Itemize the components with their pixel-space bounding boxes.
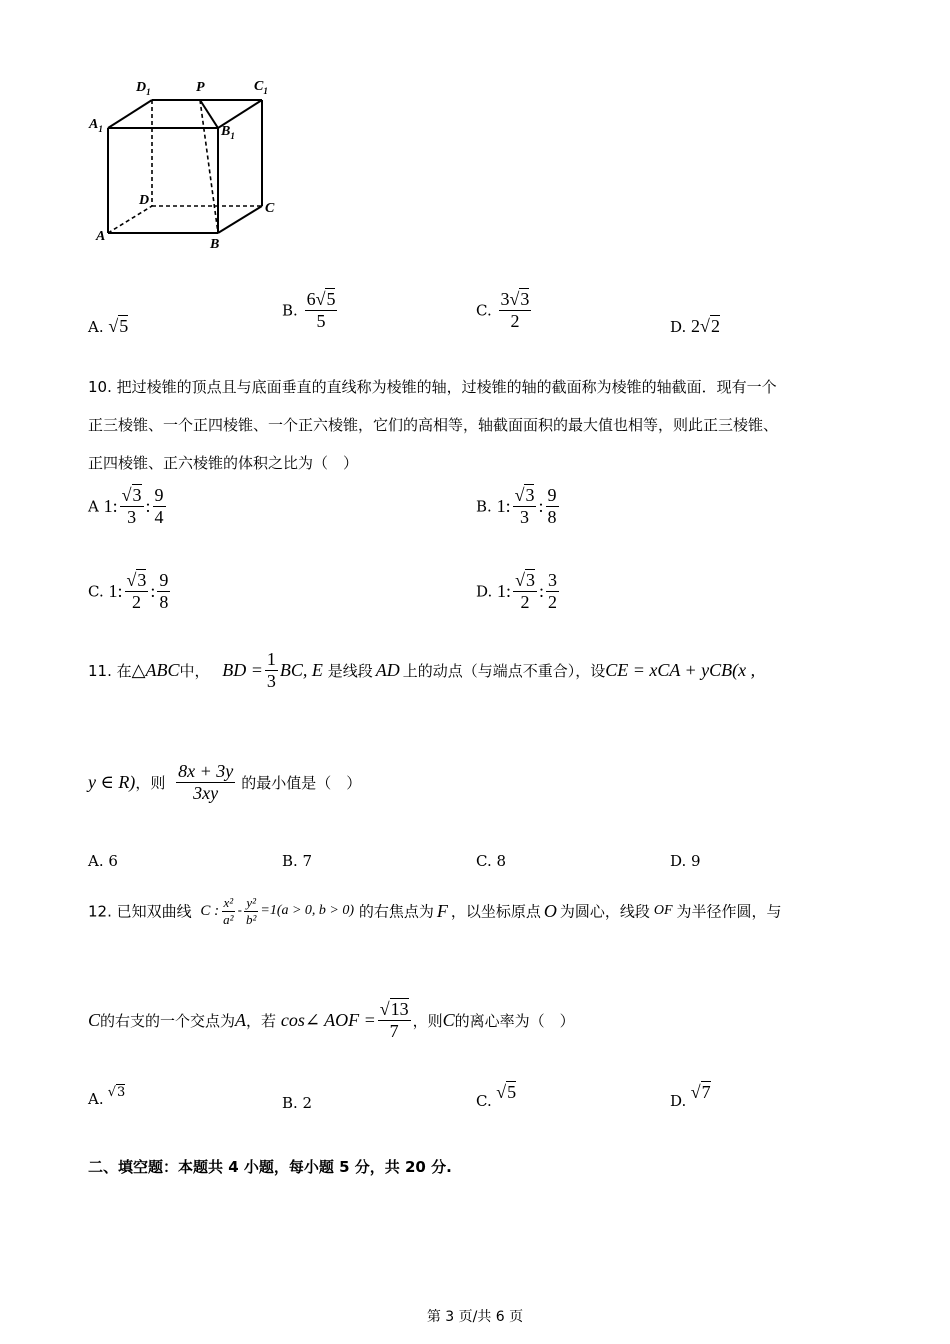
q11-option-d[interactable]: D. 9 bbox=[670, 852, 701, 870]
page-footer: 第 3 页/共 6 页 bbox=[426, 1309, 524, 1325]
section-heading-fill-in: 二、填空题：本题共 4 小题，每小题 5 分，共 20 分. bbox=[88, 1158, 452, 1176]
q12-stem-line1: 12. 已知双曲线 C : $\frac{\text{x²}}{\text{a²}}$ - $\frac{\text{y²}}{\text{b²}}$ =1(a > 0, b > 0) 的右焦点为 F ，以坐标原点 O 为圆心，线段 OF 为半径作圆，与 bbox=[88, 895, 782, 927]
q9-option-c[interactable]: C. $\frac{3√3}{2}$ bbox=[476, 289, 530, 331]
q9-option-a[interactable]: A. √5 bbox=[88, 316, 129, 336]
q10-text-line1: 10. 把过棱锥的顶点且与底面垂直的直线称为棱锥的轴，过棱锥的轴的截面称为棱锥的轴截面．现有一个 bbox=[88, 378, 777, 396]
q10-text-line2: 正三棱锥、一个正四棱锥、一个正六棱锥，它们的高相等，轴截面面积的最大值也相等，则此正三棱锥、 bbox=[88, 416, 779, 434]
q11-option-c[interactable]: C. 8 bbox=[476, 852, 507, 870]
q10-option-b[interactable]: B. 1: $\frac{√3}{3}$ : $\frac{9}{8}$ bbox=[476, 485, 557, 527]
q11-option-a[interactable]: A. 6 bbox=[88, 852, 118, 870]
q12-option-c[interactable]: C. √5 bbox=[476, 1082, 517, 1110]
q12-stem-line2: C的右支的一个交点为A，若 cos∠ AOF = $\frac{√13}{7}$ ，则C的离心率为（ ） bbox=[88, 999, 575, 1041]
q9-option-d[interactable]: D. 2√2 bbox=[670, 316, 720, 336]
label-A: A bbox=[96, 229, 106, 244]
cube-figure bbox=[85, 78, 285, 258]
label-P: P bbox=[196, 80, 205, 95]
label-D: D bbox=[139, 193, 150, 208]
q10-option-d[interactable]: D. 1: $\frac{√3}{2}$ : $\frac{3}{2}$ bbox=[476, 570, 557, 612]
label-A1: $A_1$ bbox=[89, 117, 103, 134]
q12-option-d[interactable]: D. √7 bbox=[670, 1082, 711, 1110]
q11-stem-line1: 11. 在△ABC中， BD = $\frac{1}{3}$ BC, E 是线段 AD 上的动点（与端点不重合），设CE = xCA + yCB(x , bbox=[88, 649, 756, 691]
q12-option-a[interactable]: A. √3 bbox=[88, 1085, 126, 1108]
label-D1: $D_1$ bbox=[136, 80, 151, 97]
q10-option-c[interactable]: C. 1: $\frac{√3}{2}$ : $\frac{9}{8}$ bbox=[88, 570, 169, 612]
label-C: C bbox=[265, 201, 275, 216]
q12-option-b[interactable]: B. 2 bbox=[282, 1094, 313, 1112]
q11-stem-line2: y ∈ R)，则 $\frac{8x + 3y}{3xy}$ 的最小值是（ ） bbox=[88, 761, 362, 803]
label-B: B bbox=[210, 237, 220, 252]
q9-option-b[interactable]: B. $\frac{6√5}{5}$ bbox=[282, 289, 336, 331]
label-B1: $B_1$ bbox=[221, 124, 235, 141]
q10-text-line3: 正四棱锥、正六棱锥的体积之比为（ ） bbox=[88, 454, 359, 472]
label-C1: $C_1$ bbox=[254, 79, 268, 96]
q11-option-b[interactable]: B. 7 bbox=[282, 852, 313, 870]
q10-option-a[interactable]: A 1: $\frac{√3}{3}$ : $\frac{9}{4}$ bbox=[88, 485, 164, 527]
